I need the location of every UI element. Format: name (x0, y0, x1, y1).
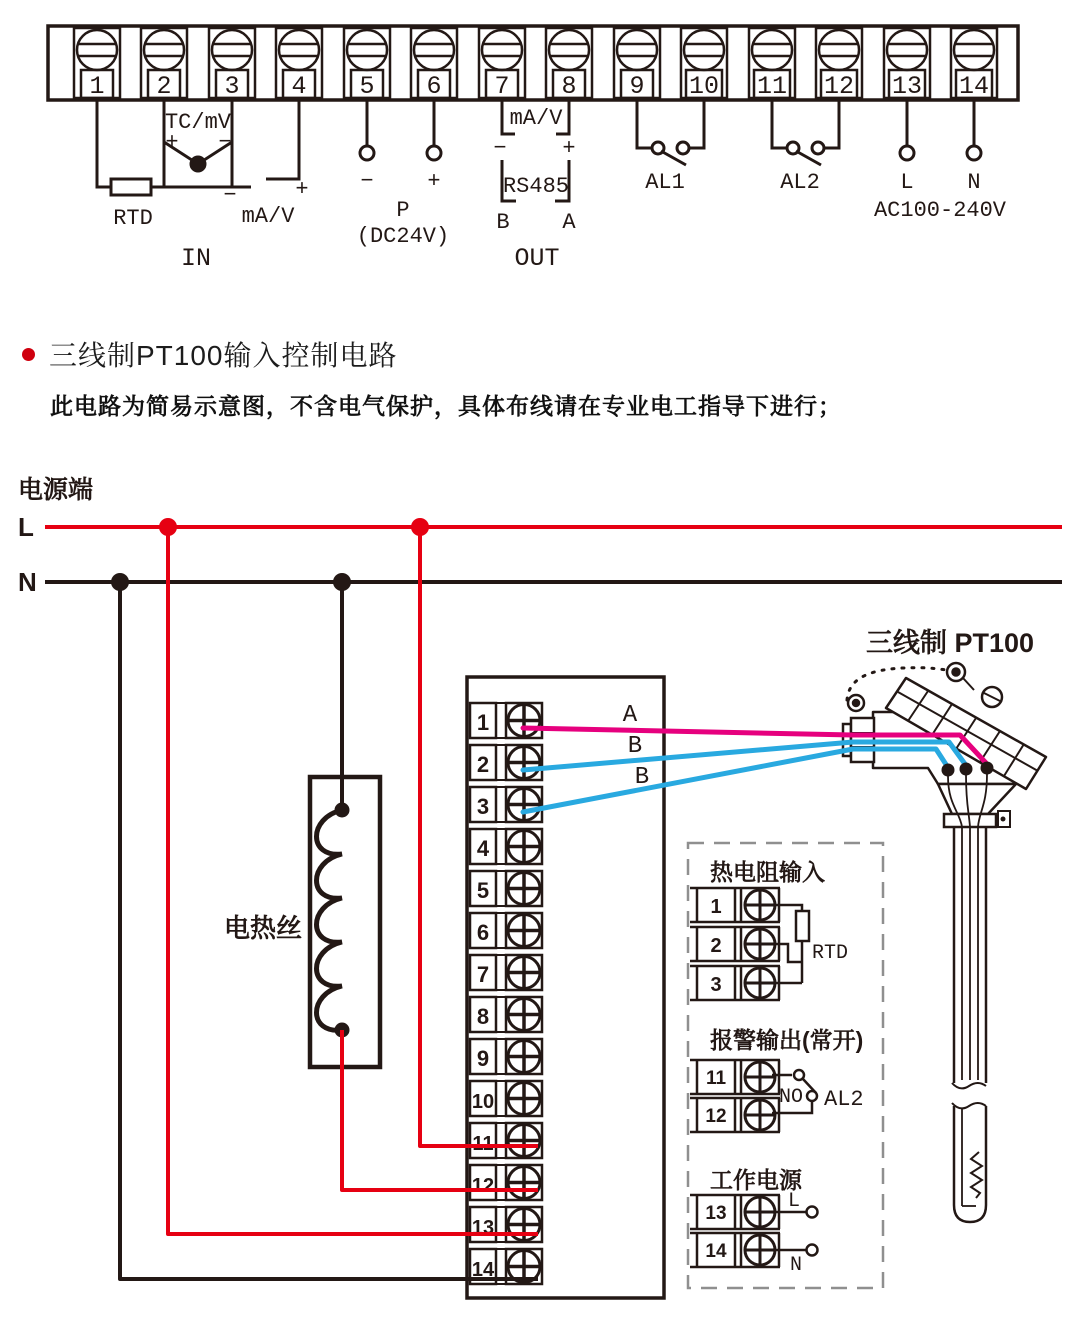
sensor-post-b1 (960, 763, 973, 776)
block-num-4: 4 (476, 836, 490, 861)
inset-l-label: L (787, 1190, 801, 1213)
block-num-12: 12 (471, 1175, 495, 1197)
block-num-5: 5 (476, 878, 490, 903)
strip-num-6: 6 (426, 72, 442, 101)
rail-l-label: L (18, 512, 34, 542)
inset-no-label: NO (778, 1086, 804, 1109)
inset-al2-label: AL2 (824, 1087, 864, 1112)
inset-rtd-num-1: 1 (710, 896, 722, 918)
tc-plus: + (165, 130, 179, 155)
p-plus: + (427, 169, 441, 194)
inset-rtd-num-2: 2 (710, 935, 722, 957)
inset-rtd-resistor (796, 911, 809, 941)
mav-out-label: mA/V (509, 106, 563, 131)
l-terminal (900, 146, 914, 160)
power-n-label: N (967, 170, 981, 195)
strip-num-8: 8 (561, 72, 577, 101)
block-num-6: 6 (476, 920, 490, 945)
block-num-7: 7 (476, 962, 490, 987)
strip-num-10: 10 (688, 72, 720, 101)
block-num-14: 14 (471, 1259, 495, 1281)
n-terminal (967, 146, 981, 160)
wire-a-label: A (622, 702, 638, 729)
strip-num-11: 11 (756, 72, 788, 101)
mav-out-plus: + (562, 136, 576, 161)
block-num-13: 13 (471, 1217, 495, 1239)
inset-n-label: N (789, 1254, 803, 1277)
probe-break-lower (952, 1103, 986, 1108)
probe-element-zigzag (971, 1152, 982, 1198)
strip-num-12: 12 (823, 72, 855, 101)
heater-label: 电热丝 (223, 913, 302, 943)
strip-num-1: 1 (89, 72, 105, 101)
inset-rtd-num-3: 3 (710, 974, 722, 996)
p-minus: − (360, 169, 374, 194)
strip-terminal-numbers (89, 72, 989, 101)
block-num-2: 2 (476, 752, 490, 777)
al1-label: AL1 (645, 170, 685, 195)
rtd-resistor (111, 179, 151, 195)
inset-rtd-terminals (690, 888, 809, 1000)
strip-num-7: 7 (494, 72, 510, 101)
rs485-label: RS485 (502, 174, 570, 199)
strip-num-13: 13 (891, 72, 923, 101)
al2-label: AL2 (780, 170, 820, 195)
block-num-8: 8 (476, 1004, 490, 1029)
sensor-post-a (981, 762, 994, 775)
block-num-11: 11 (472, 1133, 494, 1155)
mav-out-minus: − (493, 136, 507, 161)
power-rails (45, 518, 1062, 591)
sensor-label: 三线制 PT100 (865, 628, 1035, 658)
strip-num-2: 2 (156, 72, 172, 101)
in-label: IN (180, 244, 212, 273)
power-side-label: 电源端 (18, 476, 94, 504)
strip-num-5: 5 (359, 72, 375, 101)
p-plus-terminal (427, 146, 441, 160)
ac-range-label: AC100-240V (873, 198, 1007, 223)
power-l-label: L (900, 170, 914, 195)
block-num-10: 10 (471, 1091, 495, 1113)
strip-num-3: 3 (224, 72, 240, 101)
inset-power-num-13: 13 (705, 1203, 727, 1224)
strip-num-9: 9 (629, 72, 645, 101)
probe-tip (954, 1106, 986, 1222)
tc-mv-label: TC/mV (164, 110, 232, 135)
inset-box (688, 843, 883, 1288)
inset-alarm-title: 报警输出(常开) (710, 1027, 864, 1053)
section-note: 此电路为简易示意图，不含电气保护，具体布线请在专业电工指导下进行； (50, 393, 842, 419)
sensor-post-b2 (942, 764, 955, 777)
strip-num-4: 4 (291, 72, 307, 101)
block-num-3: 3 (476, 794, 490, 819)
inset-power-title: 工作电源 (710, 1167, 802, 1193)
terminal-strip (48, 26, 1018, 100)
inset-power-num-14: 14 (705, 1241, 727, 1262)
rs485-a: A (562, 210, 576, 235)
section-heading (22, 334, 1042, 421)
inset-rtd-label: RTD (812, 942, 849, 965)
heater (310, 582, 380, 1067)
rs485-b: B (496, 210, 510, 235)
p-label: P (396, 198, 410, 223)
dc24v-label: (DC24V) (356, 224, 450, 249)
mav-in-plus: + (295, 177, 309, 202)
strip-labels (113, 106, 1007, 273)
rtd-label: RTD (113, 206, 153, 231)
inset-alarm-num-11: 11 (705, 1068, 727, 1089)
out-label: OUT (514, 244, 560, 273)
mav-in-label: mA/V (241, 204, 295, 229)
probe-break-upper (952, 1083, 986, 1088)
terminal-strip-diagram (0, 0, 1080, 310)
wire-b2-label: B (634, 764, 650, 791)
bullet-icon (22, 348, 35, 361)
sensor-probe (952, 827, 986, 1222)
strip-num-14: 14 (958, 72, 990, 101)
control-circuit-diagram (0, 450, 1080, 1330)
wire-b1-label: B (627, 733, 643, 760)
tc-minus: − (218, 130, 232, 155)
mav-in-minus: − (223, 183, 237, 208)
section-title: 三线制PT100输入控制电路 (49, 340, 398, 371)
p-minus-terminal (360, 146, 374, 160)
inset-rtd-title: 热电阻输入 (710, 859, 825, 885)
inset-alarm-num-12: 12 (705, 1106, 727, 1127)
block-num-9: 9 (476, 1046, 490, 1071)
block-num-1: 1 (476, 710, 490, 735)
rail-n-label: N (18, 567, 37, 597)
